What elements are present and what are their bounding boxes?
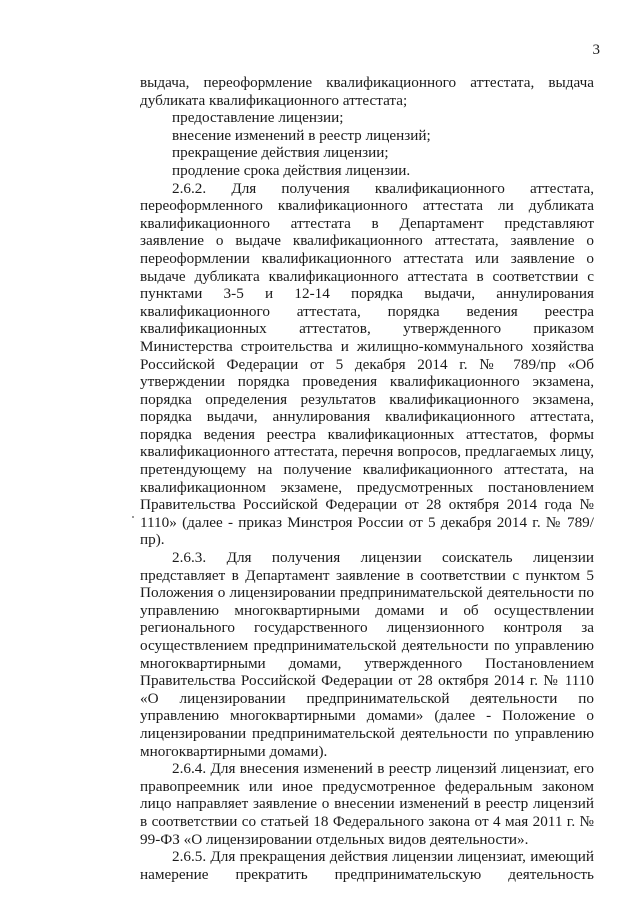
page-number: 3 [592,42,600,58]
list-item: внесение изменений в реестр лицензий; [172,126,431,144]
list-item: продление срока действия лицензии. [172,161,411,179]
document-body [140,74,594,883]
paragraph-2-6-5: 2.6.5. Для прекращения действия лицензии лицензиат, имеющий намерение прекратить предпринимательскую деятельность [140,848,594,883]
scan-speck [132,516,134,518]
paragraph-2-6-2: 2.6.2. Для получения квалификационного аттестата, переоформленного квалификационного аттестата ли дубликата квалификационного аттестата в Департамент представляют заявление о выдаче квалификационного аттестата, заявление о переоформлении квалификационного аттестата или заявление о выдаче дубликата квалификационного аттестата в соответствии с пунктами 3-5 и 12-14 порядка выдачи, аннулирования квалификационного аттестата, порядка ведения реестра квалификационных аттестатов, утвержденного приказом Министерства строительства и жилищно-коммунального хозяйства Российской Федерации от 5 декабря 2014 г. № 789/пр «Об утверждении порядка проведения квалификационного экзамена, порядка определения результатов квалификационного экзамена, порядка выдачи, аннулирования квалификационного аттестата, порядка ведения реестра квалификационных аттестатов, формы квалификационного аттестата, перечня вопросов, предлагаемых лицу, претендующему на получение квалификационного аттестата, на квалификационном экзамене, предусмотренных постановлением Правительства Российской Федерации от 28 октября 2014 года № 1110» (далее - приказ Минстроя России от 5 декабря 2014 г. № 789/пр). [140,179,594,549]
paragraph-2-6-3: 2.6.3. Для получения лицензии соискатель лицензии представляет в Департамент заявление в соответствии с пунктом 5 Положения о лицензировании предпринимательской деятельности по управлению многоквартирными домами и об осуществлении регионального государственного лицензионного контроля за осуществлением предпринимательской деятельности по управлению многоквартирными домами, утвержденного Постановлением Правительства Российской Федерации от 28 октября 2014 г. № 1110 «О лицензировании предпринимательской деятельности по управлению многоквартирными домами» (далее - Положение о лицензировании предпринимательской деятельности по управлению многоквартирными домами). [140,549,594,760]
list-item: предоставление лицензии; [172,109,344,127]
list-item: прекращение действия лицензии; [172,144,389,162]
paragraph-2-6-4: 2.6.4. Для внесения изменений в реестр лицензий лицензиат, его правопреемник или иное предусмотренное федеральным законом лицо направляет заявление о внесении изменений в реестр лицензий в соответствии со статьей 18 Федерального закона от 4 мая 2011 г. № 99-ФЗ «О лицензировании отдельных видов деятельности». [140,760,594,848]
intro-paragraph: выдача, переоформление квалификационного аттестата, выдача дубликата квалификационного аттестата; [140,74,594,109]
